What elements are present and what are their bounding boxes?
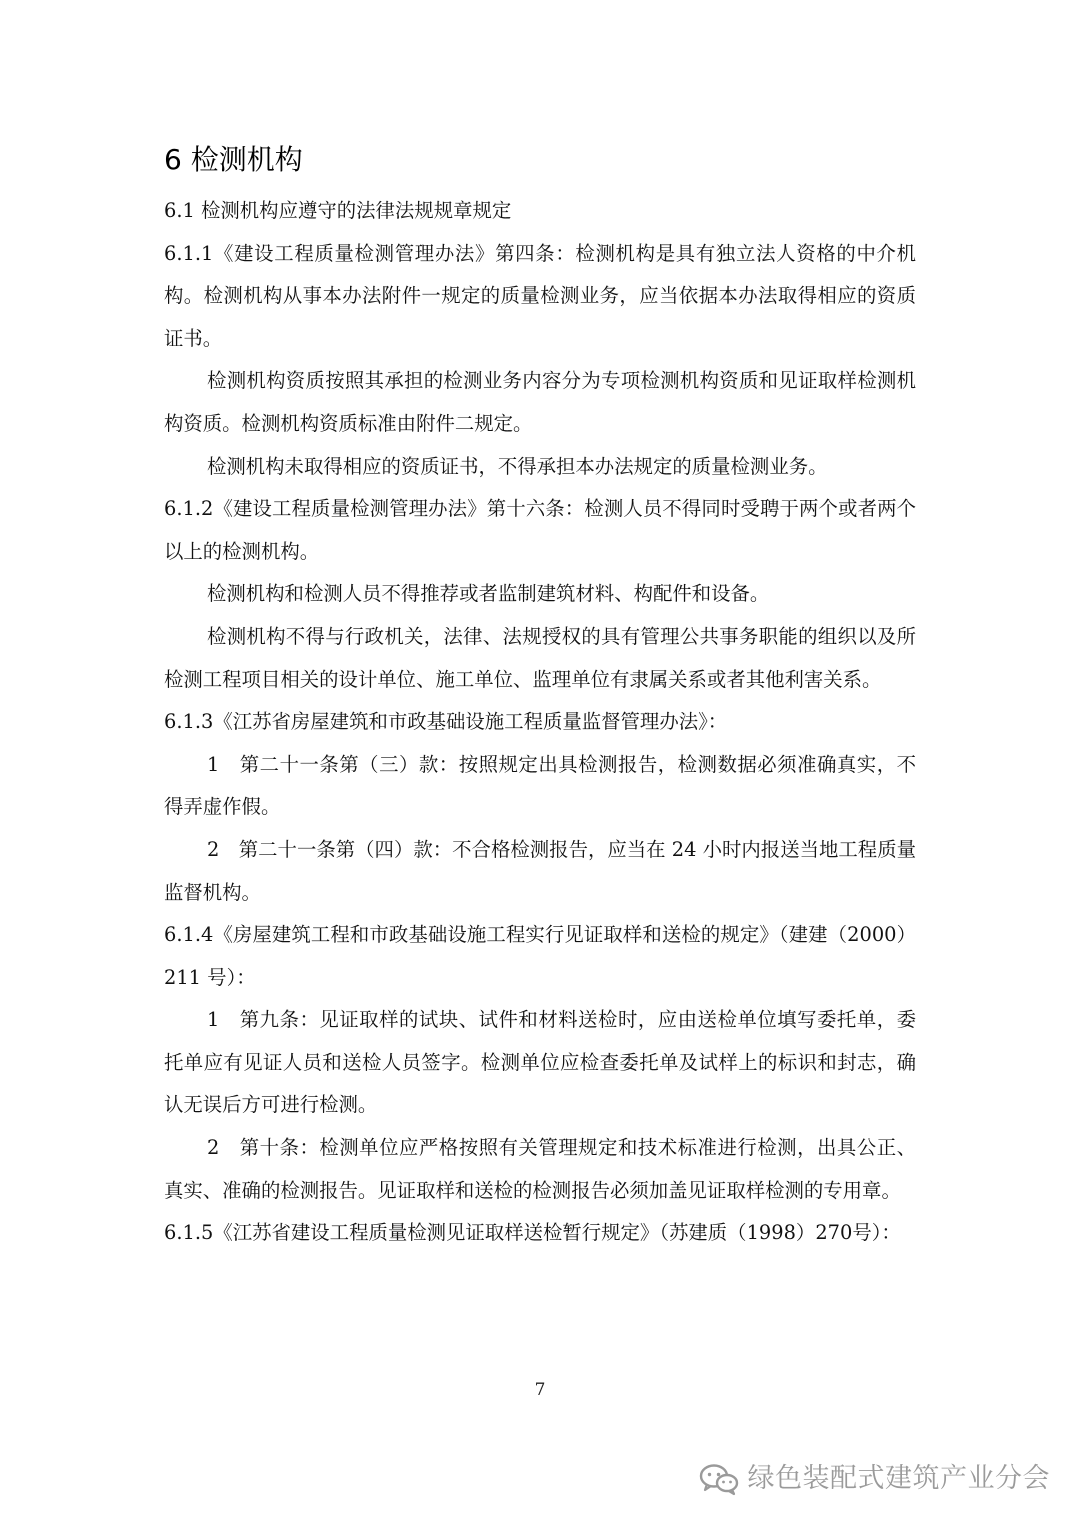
wechat-icon bbox=[698, 1462, 740, 1496]
clause-paragraph: 检测机构不得与行政机关，法律、法规授权的具有管理公共事务职能的组织以及所检测工程项目相关的设计单位、施工单位、监理单位有隶属关系或者其他利害关系。 bbox=[164, 624, 916, 691]
clause-paragraph: 6.1.3《江苏省房屋建筑和市政基础设施工程质量监督管理办法》： bbox=[164, 710, 728, 734]
watermark-text: 绿色装配式建筑产业分会 bbox=[747, 1463, 1050, 1494]
list-item: 2 第十条：检测单位应严格按照有关管理规定和技术标准进行检测，出具公正、真实、准确的检测报告。见证取样和送检的检测报告必须加盖见证取样检测的专用章。 bbox=[164, 1136, 916, 1202]
list-item: 1 第二十一条第（三）款：按照规定出具检测报告，检测数据必须准确真实，不得弄虚作假。 bbox=[164, 752, 916, 819]
page-number: 7 bbox=[534, 1380, 546, 1400]
clause-paragraph: 6.1.5《江苏省建设工程质量检测见证取样送检暂行规定》（苏建质（1998）270号）： bbox=[164, 1221, 901, 1245]
clause-paragraph: 6.1.1《建设工程质量检测管理办法》第四条：检测机构是具有独立法人资格的中介机构。检测机构从事本办法附件一规定的质量检测业务，应当依据本办法取得相应的资质证书。 bbox=[164, 241, 916, 350]
list-item: 2 第二十一条第（四）款：不合格检测报告，应当在 24 小时内报送当地工程质量监督机构。 bbox=[164, 837, 916, 904]
clause-paragraph: 6.1.2《建设工程质量检测管理办法》第十六条：检测人员不得同时受聘于两个或者两个以上的检测机构。 bbox=[164, 497, 916, 563]
subsection-title: 6.1 检测机构应遵守的法律法规规章规定 bbox=[164, 199, 512, 222]
watermark bbox=[698, 1457, 1051, 1501]
clause-paragraph: 检测机构资质按照其承担的检测业务内容分为专项检测机构资质和见证取样检测机构资质。检测机构资质标准由附件二规定。 bbox=[164, 369, 916, 435]
list-item: 1 第九条：见证取样的试块、试件和材料送检时，应由送检单位填写委托单，委托单应有见证人员和送检人员签字。检测单位应检查委托单及试样上的标识和封志，确认无误后方可进行检测。 bbox=[164, 1008, 916, 1117]
section-heading: 6 检测机构 bbox=[164, 143, 303, 176]
clause-paragraph: 6.1.4《房屋建筑工程和市政基础设施工程实行见证取样和送检的规定》（建建（2000）211 号）： bbox=[164, 923, 916, 989]
clause-paragraph: 检测机构和检测人员不得推荐或者监制建筑材料、构配件和设备。 bbox=[207, 582, 770, 606]
clause-paragraph: 检测机构未取得相应的资质证书，不得承担本办法规定的质量检测业务。 bbox=[207, 454, 828, 478]
document-body bbox=[164, 140, 916, 1255]
